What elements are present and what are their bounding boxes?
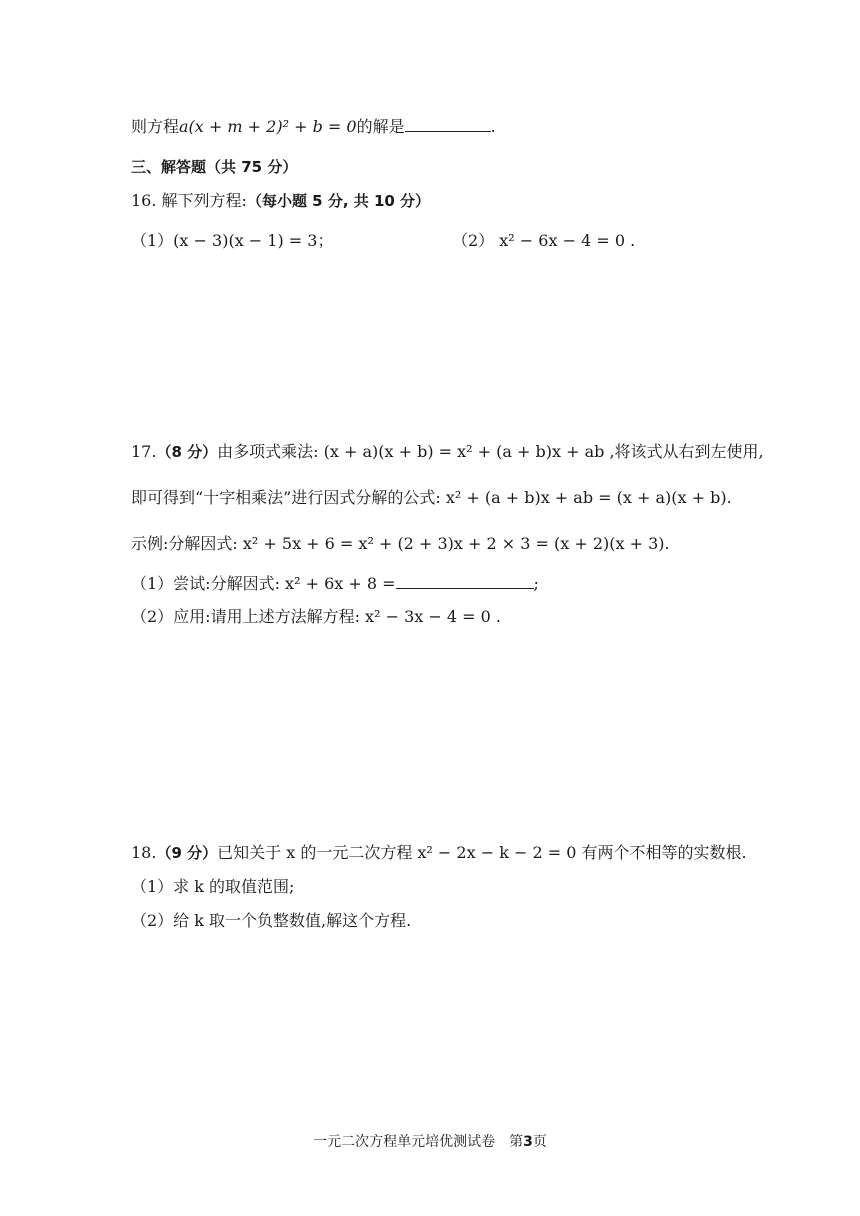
q18-text-line1: 已知关于 x 的一元二次方程 x² − 2x − k − 2 = 0 有两个不相等的实数根. xyxy=(217,843,747,862)
q17-part1-answer-blank[interactable] xyxy=(396,574,534,589)
q15-end: . xyxy=(490,117,496,136)
q15-equation: a(x + m + 2)² + b = 0 xyxy=(179,117,357,136)
q15-answer-blank[interactable] xyxy=(405,117,491,132)
q18-number: 18. xyxy=(131,843,157,862)
q17-number: 17. xyxy=(131,442,157,461)
footer-title: 一元二次方程单元培优测试卷 第 xyxy=(313,1134,524,1150)
q16-part1: （1）(x − 3)(x − 1) = 3； xyxy=(131,231,334,250)
q17-line2: 即可得到“十字相乘法”进行因式分解的公式: x² + (a + b)x + ab = (x + a)(x + b). xyxy=(131,488,732,507)
q17-line1 xyxy=(131,441,764,463)
q17-line3: 示例:分解因式: x² + 5x + 6 = x² + (2 + 3)x + 2 × 3 = (x + 2)(x + 3). xyxy=(131,534,670,553)
page-footer xyxy=(0,1131,860,1151)
q18-line1 xyxy=(131,842,747,864)
q18-part1: （1）求 k 的取值范围; xyxy=(131,877,295,896)
q16-stem: 16. 解下列方程: xyxy=(131,191,247,210)
q15-answer-line xyxy=(131,116,496,138)
q16-stem-line xyxy=(131,190,430,212)
q16-part2: （2） x² − 6x − 4 = 0 . xyxy=(452,231,636,250)
q15-suffix: 的解是 xyxy=(356,117,405,136)
q17-score: （8 分） xyxy=(156,443,218,461)
q16-score: （每小题 5 分, 共 10 分） xyxy=(246,192,431,210)
footer-page-number: 3 xyxy=(523,1134,533,1150)
section3-title: 三、解答题（共 75 分） xyxy=(131,158,298,176)
q18-score: （9 分） xyxy=(156,844,218,862)
q17-text-line1: 由多项式乘法: (x + a)(x + b) = x² + (a + b)x + ab ,将该式从右到左使用, xyxy=(217,442,764,461)
q17-part1-prefix: （1）尝试:分解因式: x² + 6x + 8 = xyxy=(131,574,396,593)
q17-part1-end: ; xyxy=(533,574,539,593)
q17-part2: （2）应用:请用上述方法解方程: x² − 3x − 4 = 0 . xyxy=(131,607,501,626)
footer-suffix: 页 xyxy=(532,1134,547,1150)
q17-part1-line xyxy=(131,573,539,595)
q15-prefix: 则方程 xyxy=(131,117,180,136)
q18-part2: （2）给 k 取一个负整数值,解这个方程. xyxy=(131,911,412,930)
